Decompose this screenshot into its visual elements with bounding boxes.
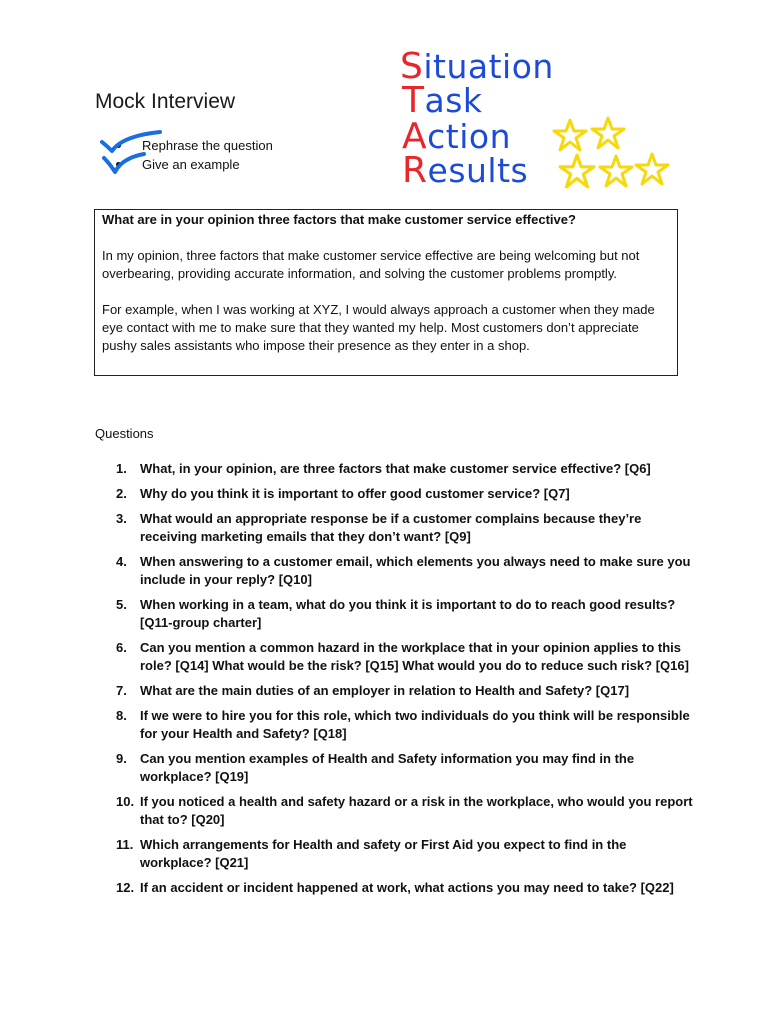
sample-answer-paragraph: For example, when I was working at XYZ, I would always approach a customer when they made eye contact with me to make sure that they wanted my help. Most customers don’t appreciate pushy sales assistants who impose their presence as they enter in a shop. [102, 302, 655, 353]
list-item: 12. If an accident or incident happened at work, what actions you may need to take? [Q22] [116, 880, 674, 895]
tips-list [112, 136, 273, 174]
tip-text: Rephrase the question [142, 138, 273, 153]
sample-answer-paragraph: In my opinion, three factors that make customer service effective are being welcoming but not overbearing, providing accurate information, and solving the customer problems promptly. [102, 248, 640, 281]
list-item: 10. If you noticed a health and safety hazard or a risk in the workplace, who would you report that to? [Q20] [116, 794, 693, 827]
list-item: 1. What, in your opinion, are three factors that make customer service effective? [Q6] [116, 461, 651, 476]
tip-text: Give an example [142, 157, 240, 172]
star-word-task: Task [402, 80, 483, 121]
list-item: 2. Why do you think it is important to offer good customer service? [Q7] [116, 486, 570, 501]
questions-heading: Questions [95, 426, 154, 441]
star-icon [634, 152, 670, 186]
questions-list [116, 460, 696, 904]
star-icon [598, 154, 634, 188]
page-title: Mock Interview [95, 90, 236, 113]
tip-item [112, 155, 273, 174]
star-word-action: Action [402, 116, 511, 157]
star-word-situation: Situation [400, 46, 554, 87]
bullet-icon [116, 162, 121, 167]
list-item: 7. What are the main duties of an employer in relation to Health and Safety? [Q17] [116, 683, 630, 698]
star-word-results: Results [402, 150, 529, 191]
tip-item [112, 136, 273, 155]
list-item: 8. If we were to hire you for this role, which two individuals do you think will be responsible for your Health and Safety? [Q18] [116, 708, 690, 741]
sample-answer-box [94, 209, 678, 376]
sample-question: What are in your opinion three factors that make customer service effective? [102, 212, 576, 227]
list-item: 3. What would an appropriate response be if a customer complains because they’re receiving marketing emails that they don’t want? [Q9] [116, 511, 642, 544]
star-icon [558, 152, 596, 190]
list-item: 11. Which arrangements for Health and safety or First Aid you expect to find in the workplace? [Q21] [116, 837, 627, 870]
star-icon [552, 118, 588, 152]
bullet-icon [116, 143, 121, 148]
list-item: 4. When answering to a customer email, which elements you always need to make sure you include in your reply? [Q10] [116, 554, 691, 587]
list-item: 6. Can you mention a common hazard in the workplace that in your opinion applies to this role? [Q14] What would be the risk? [Q15] What would you do to reduce such risk? [Q16] [116, 640, 689, 673]
star-acronym [400, 44, 700, 204]
star-icon [590, 116, 626, 150]
list-item: 5. When working in a team, what do you think it is important to do to reach good results? [Q11-group charter] [116, 597, 676, 630]
list-item: 9. Can you mention examples of Health and Safety information you may find in the workplace? [Q19] [116, 751, 635, 784]
